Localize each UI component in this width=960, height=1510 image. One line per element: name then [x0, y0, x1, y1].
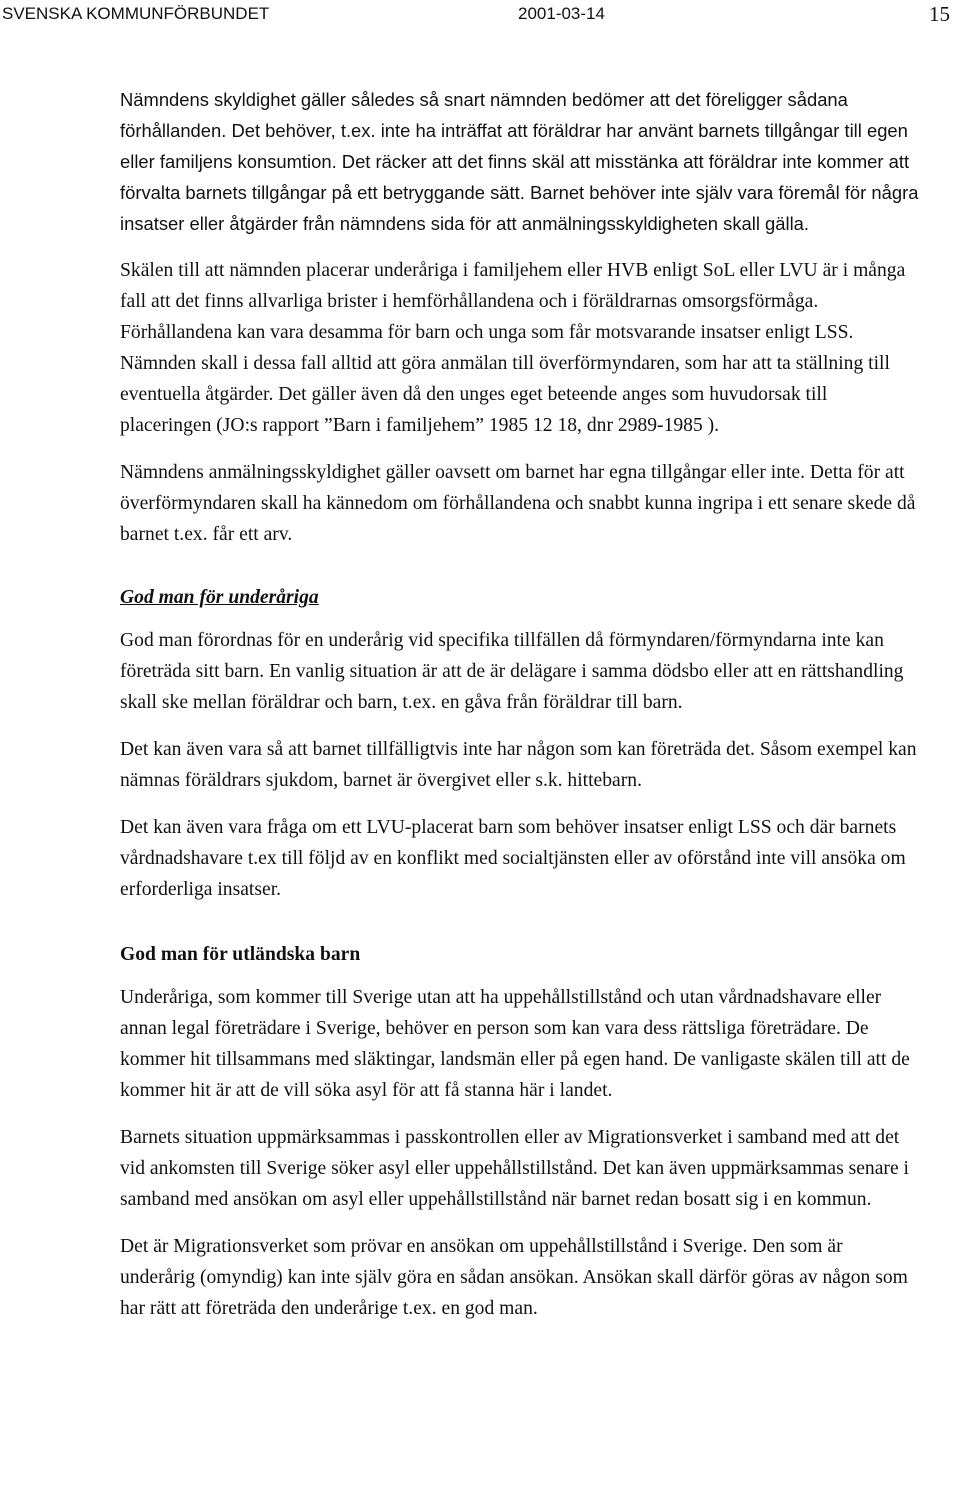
paragraph-obligation-intro	[120, 84, 922, 239]
paragraph-text: Nämndens skyldighet gäller således så snart nämnden bedömer att det föreligger sådana förhållanden. Det behöver, t.ex. inte ha inträffat att föräldrar har använt barnets tillgångar till egen eller familjens konsumtion. Det räcker att det finns skäl att misstänka att föräldrar inte kommer att förvalta barnets tillgångar på ett betryggande sätt.	[120, 89, 910, 203]
paragraph-unaccompanied-minors: Underåriga, som kommer till Sverige utan att ha uppehållstillstånd och utan vårdnadshavare eller annan legal företrädare i Sverige, behöver en person som kan vara dess rättsliga företrädare. De kommer hit tillsammans med släktingar, landsmän eller på egen hand. De vanligaste skälen till att de kommer hit är att de vill söka asyl för att få stanna här i landet.	[120, 987, 910, 1101]
paragraph-placement-reasons	[120, 255, 922, 441]
page-header	[0, 0, 960, 30]
paragraph-child-situation: Barnets situation uppmärksammas i passkontrollen eller av Migrationsverket i samband med att det vid ankomsten till Sverige söker asyl eller uppehållstillstånd. Det kan även uppmärksammas senare i samband med ansökan om asyl eller uppehållstillstånd när barnet redan bosatt sig i en kommun.	[120, 1127, 909, 1210]
paragraph-reporting-obligation: Nämndens anmälningsskyldighet gäller oavsett om barnet har egna tillgångar eller inte. Detta för att överförmyndaren skall ha kännedom om förhållandena och snabbt kunna ingripa i ett senare skede då barnet t.ex. får ett arv.	[120, 462, 916, 545]
paragraph-temporary-absence: Det kan även vara så att barnet tillfälligtvis inte har någon som kan företräda det. Såsom exempel kan nämnas föräldrars sjukdom, barnet är övergivet eller s.k. hittebarn.	[120, 739, 917, 791]
paragraph-text: Skälen till att nämnden placerar underåriga i familjehem eller HVB enligt SoL eller LVU är i många fall att det finns allvarliga brister i hemförhållandena och i föräldrarnas omsorgsförmåga.	[120, 260, 906, 312]
paragraph-text: Förhållandena kan vara desamma för barn och unga som får motsvarande insatser enligt LSS. Nämnden skall i dessa fall alltid att göra anmälan till överförmyndaren, som har att ta ställning till eventuella åtgärder. Det gäller även då den unges eget beteende anges som huvudorsak till placeringen (JO:s rapport ”Barn i familjehem” 1985 12 18, dnr 2989-1985 ).	[120, 322, 890, 436]
section-heading-foreign-children: God man för utländska barn	[120, 944, 361, 965]
section-heading-guardian-minors: God man för underåriga	[120, 587, 319, 608]
page-number: 15	[929, 2, 950, 26]
paragraph-lvu-placed-child: Det kan även vara fråga om ett LVU-placerat barn som behöver insatser enligt LSS och där barnets vårdnadshavare t.ex till följd av en konflikt med socialtjänsten eller av oförstånd inte vill ansöka om erforderliga insatser.	[120, 817, 906, 900]
header-date: 2001-03-14	[518, 4, 605, 23]
paragraph-text: Barnet behöver inte själv vara föremål för några insatser eller åtgärder från nämndens sida för att anmälningsskyldigheten skall gälla.	[120, 182, 919, 234]
document-body	[120, 84, 922, 1324]
paragraph-migration-board: Det är Migrationsverket som prövar en ansökan om uppehållstillstånd i Sverige. Den som är underårig (omyndig) kan inte själv göra en sådan ansökan. Ansökan skall därför göras av någon som har rätt att företräda den underårige t.ex. en god man.	[120, 1236, 908, 1319]
paragraph-guardian-appointment: God man förordnas för en underårig vid specifika tillfällen då förmyndaren/förmyndarna inte kan företräda sitt barn. En vanlig situation är att de är delägare i samma dödsbo eller att en rättshandling skall ske mellan föräldrar och barn, t.ex. en gåva från föräldrar till barn.	[120, 630, 904, 713]
header-organization: SVENSKA KOMMUNFÖRBUNDET	[2, 4, 270, 23]
